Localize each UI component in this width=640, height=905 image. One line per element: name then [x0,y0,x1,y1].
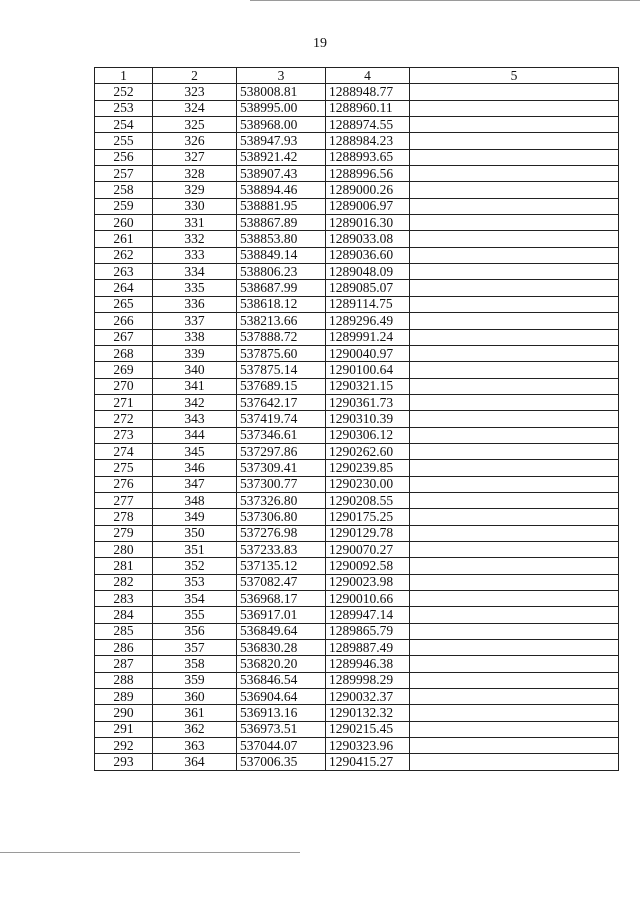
table-cell-col3: 537888.72 [237,329,326,345]
table-cell-col2: 357 [153,640,237,656]
table-cell-col1: 275 [95,460,153,476]
column-header-4: 4 [326,68,410,84]
table-cell-col5 [410,623,619,639]
table-cell-col5 [410,476,619,492]
table-cell-col3: 538881.95 [237,198,326,214]
table-cell-col5 [410,280,619,296]
table-cell-col3: 538907.43 [237,166,326,182]
table-cell-col2: 359 [153,672,237,688]
table-cell-col2: 356 [153,623,237,639]
table-cell-col1: 260 [95,215,153,231]
table-cell-col1: 285 [95,623,153,639]
table-cell-col5 [410,541,619,557]
table-cell-col1: 292 [95,738,153,754]
table-cell-col3: 537642.17 [237,394,326,410]
table-row [95,296,619,312]
table-row [95,574,619,590]
table-cell-col5 [410,378,619,394]
table-row [95,166,619,182]
table-cell-col3: 538947.93 [237,133,326,149]
table-cell-col5 [410,362,619,378]
table-row [95,672,619,688]
table-cell-col2: 355 [153,607,237,623]
table-row [95,117,619,133]
table-cell-col1: 272 [95,411,153,427]
table-cell-col4: 1289947.14 [326,607,410,623]
table-cell-col2: 345 [153,443,237,459]
table-cell-col2: 332 [153,231,237,247]
table-cell-col4: 1289296.49 [326,313,410,329]
table-cell-col2: 331 [153,215,237,231]
table-cell-col4: 1288960.11 [326,100,410,116]
table-cell-col1: 252 [95,84,153,100]
table-cell-col5 [410,705,619,721]
table-cell-col1: 287 [95,656,153,672]
table-cell-col4: 1290010.66 [326,591,410,607]
table-cell-col4: 1289016.30 [326,215,410,231]
table-cell-col3: 536830.28 [237,640,326,656]
table-cell-col2: 336 [153,296,237,312]
table-row [95,84,619,100]
table-row [95,215,619,231]
table-cell-col3: 537419.74 [237,411,326,427]
table-cell-col4: 1289085.07 [326,280,410,296]
table-cell-col5 [410,738,619,754]
table-cell-col3: 537306.80 [237,509,326,525]
table-row [95,705,619,721]
table-cell-col4: 1288984.23 [326,133,410,149]
table-cell-col2: 340 [153,362,237,378]
table-cell-col5 [410,84,619,100]
table-cell-col1: 255 [95,133,153,149]
coordinates-table [94,67,619,771]
table-cell-col5 [410,296,619,312]
table-cell-col3: 537135.12 [237,558,326,574]
table-cell-col5 [410,427,619,443]
table-row [95,541,619,557]
table-cell-col4: 1288993.65 [326,149,410,165]
table-cell-col5 [410,166,619,182]
table-cell-col4: 1289000.26 [326,182,410,198]
table-cell-col1: 264 [95,280,153,296]
page-number: 19 [313,36,327,51]
table-cell-col4: 1290208.55 [326,492,410,508]
table-cell-col2: 341 [153,378,237,394]
table-cell-col3: 537044.07 [237,738,326,754]
table-cell-col5 [410,443,619,459]
table-cell-col1: 271 [95,394,153,410]
table-cell-col2: 353 [153,574,237,590]
table-cell-col1: 273 [95,427,153,443]
table-cell-col1: 266 [95,313,153,329]
table-row [95,329,619,345]
table-cell-col1: 257 [95,166,153,182]
table-row [95,558,619,574]
table-row [95,198,619,214]
table-cell-col2: 335 [153,280,237,296]
table-cell-col1: 286 [95,640,153,656]
table-cell-col2: 354 [153,591,237,607]
table-row [95,264,619,280]
table-cell-col4: 1289991.24 [326,329,410,345]
table-row [95,738,619,754]
table-cell-col5 [410,394,619,410]
table-cell-col5 [410,182,619,198]
table-cell-col1: 293 [95,754,153,770]
table-cell-col3: 537233.83 [237,541,326,557]
table-cell-col4: 1290262.60 [326,443,410,459]
table-row [95,378,619,394]
table-cell-col1: 268 [95,345,153,361]
table-cell-col2: 362 [153,721,237,737]
table-cell-col4: 1289865.79 [326,623,410,639]
table-cell-col3: 538867.89 [237,215,326,231]
table-cell-col5 [410,149,619,165]
table-cell-col1: 262 [95,247,153,263]
table-cell-col1: 290 [95,705,153,721]
table-cell-col3: 537082.47 [237,574,326,590]
table-cell-col2: 363 [153,738,237,754]
table-cell-col5 [410,329,619,345]
table-cell-col3: 537309.41 [237,460,326,476]
table-cell-col1: 288 [95,672,153,688]
table-cell-col2: 360 [153,689,237,705]
table-row [95,492,619,508]
table-cell-col4: 1289114.75 [326,296,410,312]
table-cell-col2: 333 [153,247,237,263]
table-cell-col3: 538687.99 [237,280,326,296]
table-row [95,394,619,410]
table-cell-col3: 538894.46 [237,182,326,198]
table-cell-col2: 344 [153,427,237,443]
table-cell-col5 [410,525,619,541]
table-cell-col1: 279 [95,525,153,541]
table-cell-col5 [410,721,619,737]
table-cell-col4: 1290239.85 [326,460,410,476]
table-cell-col1: 256 [95,149,153,165]
table-cell-col4: 1289998.29 [326,672,410,688]
table-cell-col1: 289 [95,689,153,705]
table-cell-col2: 323 [153,84,237,100]
table-cell-col2: 327 [153,149,237,165]
table-cell-col5 [410,100,619,116]
table-cell-col1: 270 [95,378,153,394]
table-cell-col3: 536968.17 [237,591,326,607]
table-cell-col3: 536973.51 [237,721,326,737]
table-cell-col5 [410,345,619,361]
table-row [95,721,619,737]
table-cell-col2: 361 [153,705,237,721]
table-cell-col1: 277 [95,492,153,508]
table-cell-col2: 326 [153,133,237,149]
table-cell-col5 [410,754,619,770]
bottom-rule [0,852,300,853]
table-cell-col1: 274 [95,443,153,459]
table-cell-col1: 259 [95,198,153,214]
table-row [95,443,619,459]
table-cell-col3: 537346.61 [237,427,326,443]
table-cell-col1: 282 [95,574,153,590]
table-cell-col5 [410,247,619,263]
table-cell-col3: 536849.64 [237,623,326,639]
table-cell-col2: 334 [153,264,237,280]
table-cell-col5 [410,689,619,705]
table-row [95,149,619,165]
table-cell-col3: 538968.00 [237,117,326,133]
table-cell-col5 [410,215,619,231]
table-cell-col2: 351 [153,541,237,557]
table-cell-col2: 343 [153,411,237,427]
column-header-2: 2 [153,68,237,84]
table-row [95,100,619,116]
table-cell-col3: 538849.14 [237,247,326,263]
table-cell-col2: 347 [153,476,237,492]
table-cell-col4: 1290323.96 [326,738,410,754]
table-cell-col4: 1288948.77 [326,84,410,100]
table-row [95,231,619,247]
table-cell-col5 [410,509,619,525]
table-cell-col5 [410,558,619,574]
table-cell-col1: 280 [95,541,153,557]
table-cell-col1: 263 [95,264,153,280]
table-row [95,345,619,361]
table-cell-col2: 349 [153,509,237,525]
table-cell-col4: 1290132.32 [326,705,410,721]
table-cell-col4: 1290032.37 [326,689,410,705]
table-body [95,84,619,770]
table-cell-col5 [410,591,619,607]
table-cell-col2: 352 [153,558,237,574]
table-cell-col4: 1289036.60 [326,247,410,263]
table-cell-col3: 538213.66 [237,313,326,329]
table-cell-col4: 1290092.58 [326,558,410,574]
table-cell-col2: 329 [153,182,237,198]
table-cell-col5 [410,607,619,623]
table-cell-col5 [410,574,619,590]
table-cell-col2: 337 [153,313,237,329]
column-header-3: 3 [237,68,326,84]
table-cell-col3: 536913.16 [237,705,326,721]
table-cell-col4: 1289033.08 [326,231,410,247]
table-cell-col2: 328 [153,166,237,182]
table-cell-col4: 1289048.09 [326,264,410,280]
table-cell-col4: 1289006.97 [326,198,410,214]
table-row [95,509,619,525]
table-cell-col2: 348 [153,492,237,508]
table-cell-col4: 1290023.98 [326,574,410,590]
table-row [95,640,619,656]
table-cell-col4: 1290415.27 [326,754,410,770]
table-cell-col1: 258 [95,182,153,198]
table-cell-col5 [410,640,619,656]
table-cell-col3: 538921.42 [237,149,326,165]
table-row [95,476,619,492]
table-cell-col5 [410,672,619,688]
table-cell-col1: 276 [95,476,153,492]
table-row [95,182,619,198]
table-cell-col2: 324 [153,100,237,116]
table-row [95,313,619,329]
table-cell-col4: 1290175.25 [326,509,410,525]
table-cell-col5 [410,313,619,329]
table-cell-col3: 538618.12 [237,296,326,312]
column-header-5: 5 [410,68,619,84]
table-row [95,280,619,296]
table-cell-col3: 538853.80 [237,231,326,247]
table-cell-col3: 537875.14 [237,362,326,378]
table-cell-col5 [410,460,619,476]
table-cell-col3: 537006.35 [237,754,326,770]
table-cell-col2: 364 [153,754,237,770]
table-cell-col5 [410,492,619,508]
table-cell-col3: 536846.54 [237,672,326,688]
table-row [95,525,619,541]
table-cell-col2: 338 [153,329,237,345]
table-cell-col4: 1290310.39 [326,411,410,427]
table-row [95,623,619,639]
table-cell-col1: 291 [95,721,153,737]
table-cell-col5 [410,411,619,427]
table-cell-col4: 1289887.49 [326,640,410,656]
table-cell-col3: 537297.86 [237,443,326,459]
table-cell-col5 [410,133,619,149]
table-cell-col4: 1288974.55 [326,117,410,133]
table-cell-col4: 1288996.56 [326,166,410,182]
top-rule [250,0,640,1]
table-cell-col3: 536917.01 [237,607,326,623]
table-cell-col4: 1290230.00 [326,476,410,492]
table-cell-col3: 536820.20 [237,656,326,672]
table-cell-col4: 1289946.38 [326,656,410,672]
table-cell-col3: 538995.00 [237,100,326,116]
table-row [95,607,619,623]
table-cell-col3: 538008.81 [237,84,326,100]
table-row [95,427,619,443]
table-cell-col2: 350 [153,525,237,541]
table-cell-col4: 1290321.15 [326,378,410,394]
table-cell-col1: 261 [95,231,153,247]
table-cell-col3: 536904.64 [237,689,326,705]
table-cell-col1: 265 [95,296,153,312]
table-cell-col3: 538806.23 [237,264,326,280]
table-row [95,754,619,770]
table-cell-col5 [410,231,619,247]
table-cell-col1: 281 [95,558,153,574]
table-cell-col1: 253 [95,100,153,116]
table-row [95,689,619,705]
table-cell-col5 [410,656,619,672]
table-cell-col1: 254 [95,117,153,133]
table-row [95,656,619,672]
table-row [95,362,619,378]
table-cell-col4: 1290306.12 [326,427,410,443]
table-cell-col2: 339 [153,345,237,361]
table-cell-col1: 278 [95,509,153,525]
table-cell-col2: 346 [153,460,237,476]
table-row [95,591,619,607]
table-row [95,133,619,149]
table-cell-col4: 1290100.64 [326,362,410,378]
column-header-1: 1 [95,68,153,84]
table-cell-col4: 1290040.97 [326,345,410,361]
table-cell-col1: 269 [95,362,153,378]
table-cell-col1: 283 [95,591,153,607]
table-cell-col3: 537689.15 [237,378,326,394]
table-cell-col2: 325 [153,117,237,133]
table-cell-col5 [410,117,619,133]
table-row [95,460,619,476]
table-cell-col4: 1290215.45 [326,721,410,737]
table-header-row [95,68,619,84]
table-cell-col3: 537276.98 [237,525,326,541]
table-row [95,247,619,263]
table-cell-col2: 342 [153,394,237,410]
table-cell-col4: 1290070.27 [326,541,410,557]
table-cell-col2: 358 [153,656,237,672]
table-cell-col4: 1290361.73 [326,394,410,410]
table-cell-col4: 1290129.78 [326,525,410,541]
table-cell-col5 [410,264,619,280]
table-cell-col3: 537326.80 [237,492,326,508]
table-row [95,411,619,427]
table-cell-col2: 330 [153,198,237,214]
table-cell-col3: 537300.77 [237,476,326,492]
table-cell-col1: 267 [95,329,153,345]
table-cell-col5 [410,198,619,214]
table-cell-col1: 284 [95,607,153,623]
table-cell-col3: 537875.60 [237,345,326,361]
